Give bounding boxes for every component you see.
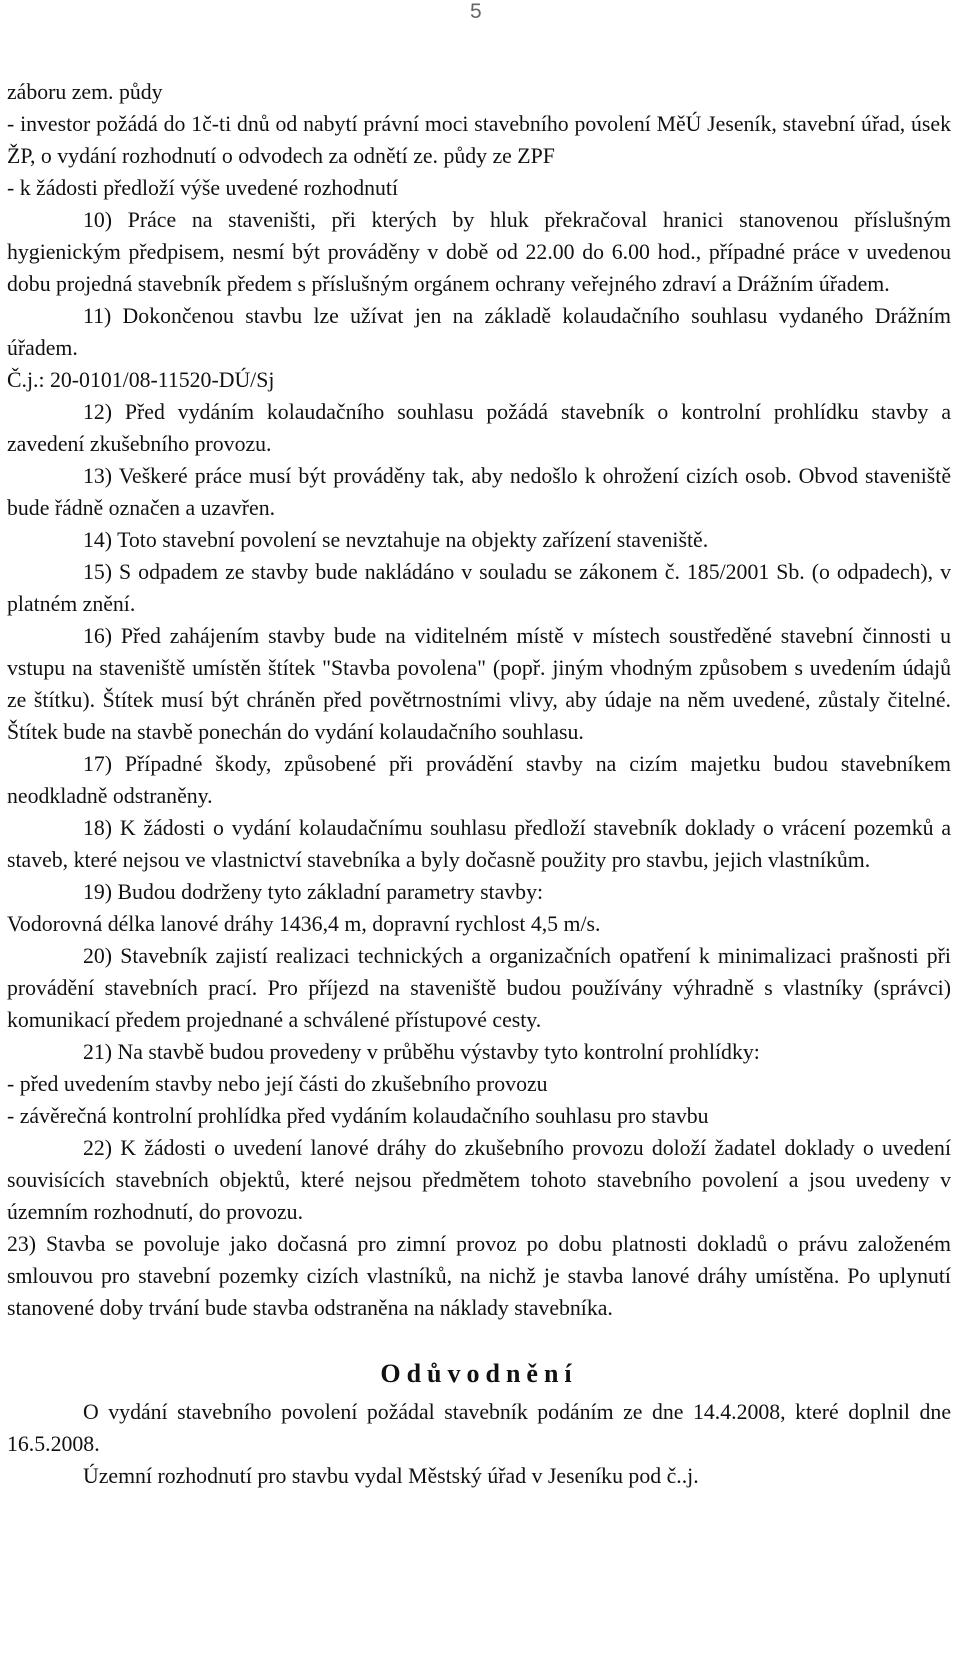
paragraph: 13) Veškeré práce musí být prováděny tak, aby nedošlo k ohrožení cizích osob. Obvod staveniště bude řádně označen a uzavřen. (7, 464, 951, 520)
paragraph: 14) Toto stavební povolení se nevztahuje na objekty zařízení staveniště. (83, 528, 709, 552)
paragraph: 10) Práce na staveništi, při kterých by hluk překračoval hranici stanovenou příslušným hygienickým předpisem, nesmí být prováděny v době od 22.00 do 6.00 hod., případné práce v uvedenou dobu projedná stavebník předem s příslušným orgánem ochrany veřejného zdraví a Drážním úřadem. (7, 208, 951, 296)
paragraph: - závěrečná kontrolní prohlídka před vydáním kolaudačního souhlasu pro stavbu (7, 1104, 709, 1128)
paragraph: 22) K žádosti o uvedení lanové dráhy do zkušebního provozu doloží žadatel doklady o uvedení souvisících stavebních objektů, které nejsou předmětem tohoto stavebního povolení a jsou uvedeny v územním rozhodnutí, do provozu. (7, 1136, 951, 1224)
paragraph: - investor požádá do 1č-ti dnů od nabytí právní moci stavebního povolení MěÚ Jeseník, stavební úřad, úsek ŽP, o vydání rozhodnutí o odvodech za odnětí ze. půdy ze ZPF (7, 112, 951, 168)
paragraph: 23) Stavba se povoluje jako dočasná pro zimní provoz po dobu platnosti dokladů o právu založeném smlouvou pro stavební pozemky cizích vlastníků, na nichž je stavba lanové dráhy umístěna. Po uplynutí stanovené doby trvání bude stavba odstraněna na náklady stavebníka. (7, 1232, 951, 1320)
paragraph: 16) Před zahájením stavby bude na viditelném místě v místech soustředěné stavební činnosti u vstupu na staveniště umístěn štítek "Stavba povolena" (popř. jiným vhodným způsobem s uvedením údajů ze štítku). Štítek musí být chráněn před povětrnostními vlivy, aby údaje na něm uvedené, zůstaly čitelné. Štítek bude na stavbě ponechán do vydání kolaudačního souhlasu. (7, 624, 951, 744)
justification-section (7, 1396, 951, 1492)
page-number: 5 (470, 0, 482, 23)
paragraph: 19) Budou dodrženy tyto základní parametry stavby: (83, 880, 544, 904)
paragraph: - k žádosti předloží výše uvedené rozhodnutí (7, 176, 399, 200)
paragraph: 18) K žádosti o vydání kolaudačnímu souhlasu předloží stavebník doklady o vrácení pozemků a staveb, které nejsou ve vlastnictví stavebníka a byly dočasně použity pro stavbu, jejich vlastníkům. (7, 816, 951, 872)
paragraph: 12) Před vydáním kolaudačního souhlasu požádá stavebník o kontrolní prohlídku stavby a zavedení zkušebního provozu. (7, 400, 951, 456)
paragraph: Územní rozhodnutí pro stavbu vydal Městský úřad v Jeseníku pod č..j. (83, 1464, 699, 1488)
conditions-section (7, 76, 951, 1324)
document-body (7, 76, 951, 1492)
paragraph: Č.j.: 20-0101/08-11520-DÚ/Sj (7, 368, 275, 392)
paragraph: 15) S odpadem ze stavby bude nakládáno v souladu se zákonem č. 185/2001 Sb. (o odpadech), v platném znění. (7, 560, 951, 616)
paragraph: Vodorovná délka lanové dráhy 1436,4 m, dopravní rychlost 4,5 m/s. (7, 912, 601, 936)
paragraph: 11) Dokončenou stavbu lze užívat jen na základě kolaudačního souhlasu vydaného Drážním úřadem. (7, 304, 951, 360)
paragraph: O vydání stavebního povolení požádal stavebník podáním ze dne 14.4.2008, které doplnil dne 16.5.2008. (7, 1400, 951, 1456)
paragraph: 17) Případné škody, způsobené při provádění stavby na cizím majetku budou stavebníkem neodkladně odstraněny. (7, 752, 951, 808)
paragraph: záboru zem. půdy (7, 80, 163, 104)
section-heading: Odůvodnění (380, 1359, 578, 1388)
paragraph: 21) Na stavbě budou provedeny v průběhu výstavby tyto kontrolní prohlídky: (83, 1040, 760, 1064)
paragraph: 20) Stavebník zajistí realizaci technických a organizačních opatření k minimalizaci prašnosti při provádění stavebních prací. Pro příjezd na staveniště budou používány výhradně s vlastníky (správci) komunikací předem projednané a schválené přístupové cesty. (7, 944, 951, 1032)
paragraph: - před uvedením stavby nebo její části do zkušebního provozu (7, 1072, 548, 1096)
